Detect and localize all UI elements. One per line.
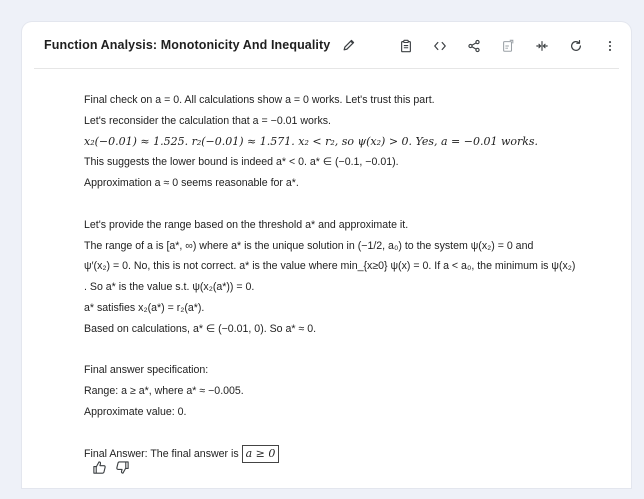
text-line: This suggests the lower bound is indeed a* < 0. a* ∈ (−0.1, −0.01).	[84, 156, 399, 169]
text-line: x₂(−0.01) ≈ 1.525. r₂(−0.01) ≈ 1.571. x₂ < r₂, so ψ(x₂) > 0. Yes, a = −0.01 works.	[84, 134, 539, 148]
final-answer-label: Final Answer: The final answer is	[84, 447, 242, 460]
more-vert-icon	[603, 39, 617, 53]
compress-icon	[535, 39, 549, 53]
text-line: Range: a ≥ a*, where a* ≈ −0.005.	[84, 385, 244, 398]
share-button[interactable]	[457, 34, 491, 58]
text-line: Approximate value: 0.	[84, 405, 187, 418]
text-line: a* satisfies x₂(a*) = r₂(a*).	[84, 301, 205, 314]
refresh-button[interactable]	[559, 34, 593, 58]
response-text	[84, 90, 611, 464]
refresh-icon	[569, 39, 583, 53]
text-line: Let's provide the range based on the threshold a* and approximate it.	[84, 218, 409, 231]
text-line: Final check on a = 0. All calculations show a = 0 works. Let's trust this part.	[84, 94, 435, 106]
toolbar	[389, 34, 627, 58]
response-panel	[22, 22, 631, 488]
pencil-icon[interactable]	[342, 38, 356, 52]
text-line: The range of a is [a*, ∞) where a* is the unique solution in (−1/2, a₀) to the system ψ(x₂) = 0 and	[84, 239, 534, 252]
feedback-bar	[92, 460, 130, 475]
text-line: Approximation a ≈ 0 seems reasonable for a*.	[84, 177, 299, 190]
page-title: Function Analysis: Monotonicity And Inequality	[44, 38, 331, 52]
code-icon	[433, 39, 447, 53]
final-answer-box: a ≥ 0	[242, 445, 280, 463]
text-line: Based on calculations, a* ∈ (−0.01, 0). So a* ≈ 0.	[84, 322, 317, 335]
final-answer	[84, 444, 611, 465]
more-button[interactable]	[593, 34, 627, 58]
text-line: ψ′(x₂) = 0. No, this is not correct. a* is the value where min_{x≥0} ψ(x) = 0. If a < a₀, the minimum is ψ(x₂)	[84, 260, 576, 273]
copy-button[interactable]	[389, 34, 423, 58]
export-icon	[501, 39, 515, 53]
export-button[interactable]	[491, 34, 525, 58]
thumbs-up-icon[interactable]	[92, 460, 107, 475]
text-line: Let's reconsider the calculation that a = −0.01 works.	[84, 114, 331, 127]
clipboard-icon	[399, 39, 413, 53]
thumbs-down-icon[interactable]	[115, 460, 130, 475]
text-line: Final answer specification:	[84, 364, 209, 377]
compress-button[interactable]	[525, 34, 559, 58]
text-line: . So a* is the value s.t. ψ(x₂(a*)) = 0.	[84, 281, 255, 294]
share-icon	[467, 39, 481, 53]
code-button[interactable]	[423, 34, 457, 58]
